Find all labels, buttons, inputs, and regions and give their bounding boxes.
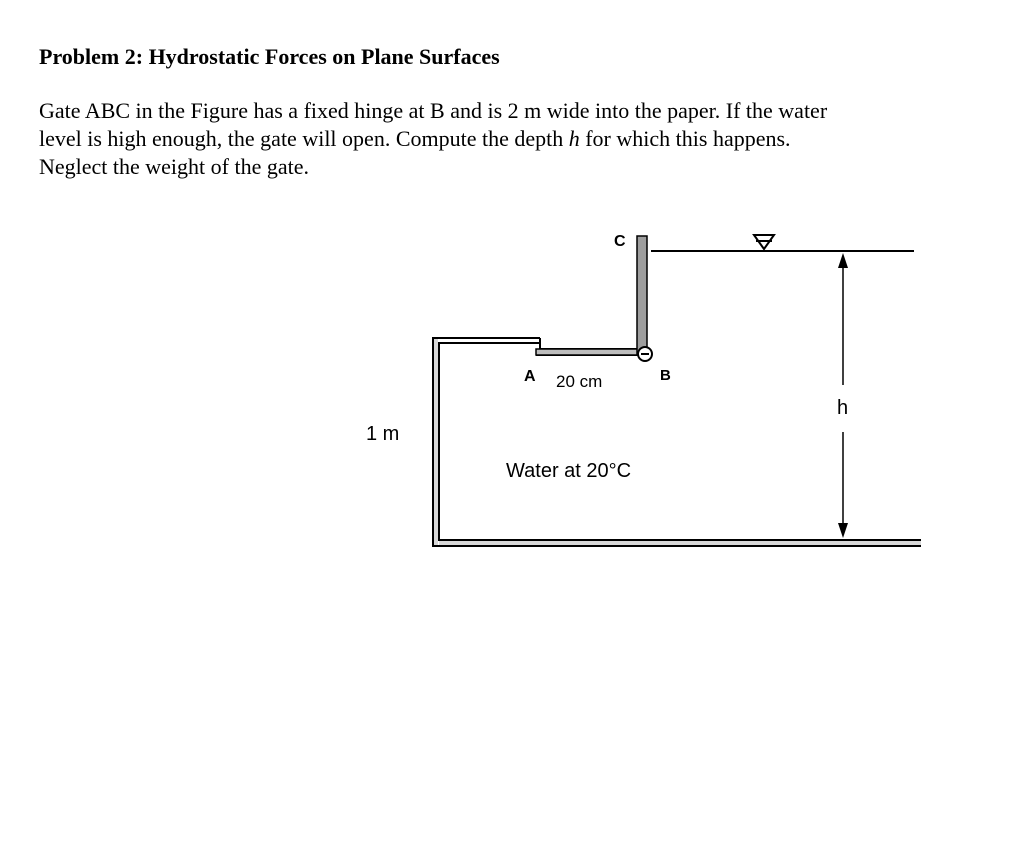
statement-line-3: Neglect the weight of the gate. [39, 154, 310, 179]
label-b: B [660, 367, 671, 384]
label-height: 1 m [366, 423, 400, 445]
gate-leg-ab [536, 349, 642, 355]
label-a: A [524, 368, 536, 385]
label-gate-length: 20 cm [556, 372, 603, 391]
statement-line-1: Gate ABC in the Figure has a fixed hinge at B and is 2 m wide into the paper. If the water [39, 98, 828, 123]
left-wall-hatch [434, 339, 438, 545]
free-surface-symbol [754, 235, 774, 249]
label-depth: h [837, 397, 849, 419]
variable-h: h [568, 126, 580, 151]
floor-hatch [439, 541, 921, 545]
depth-arrow-up [838, 253, 848, 268]
gate-leg-bc [637, 236, 647, 354]
problem-title: Problem 2: Hydrostatic Forces on Plane Surfaces [39, 44, 500, 69]
depth-arrow-down [838, 523, 848, 538]
tank-outline [433, 338, 921, 546]
statement-line-2: level is high enough, the gate will open. Compute the depth h for which this happens. [39, 126, 791, 151]
label-c: C [614, 233, 626, 250]
label-water: Water at 20°C [506, 460, 632, 482]
